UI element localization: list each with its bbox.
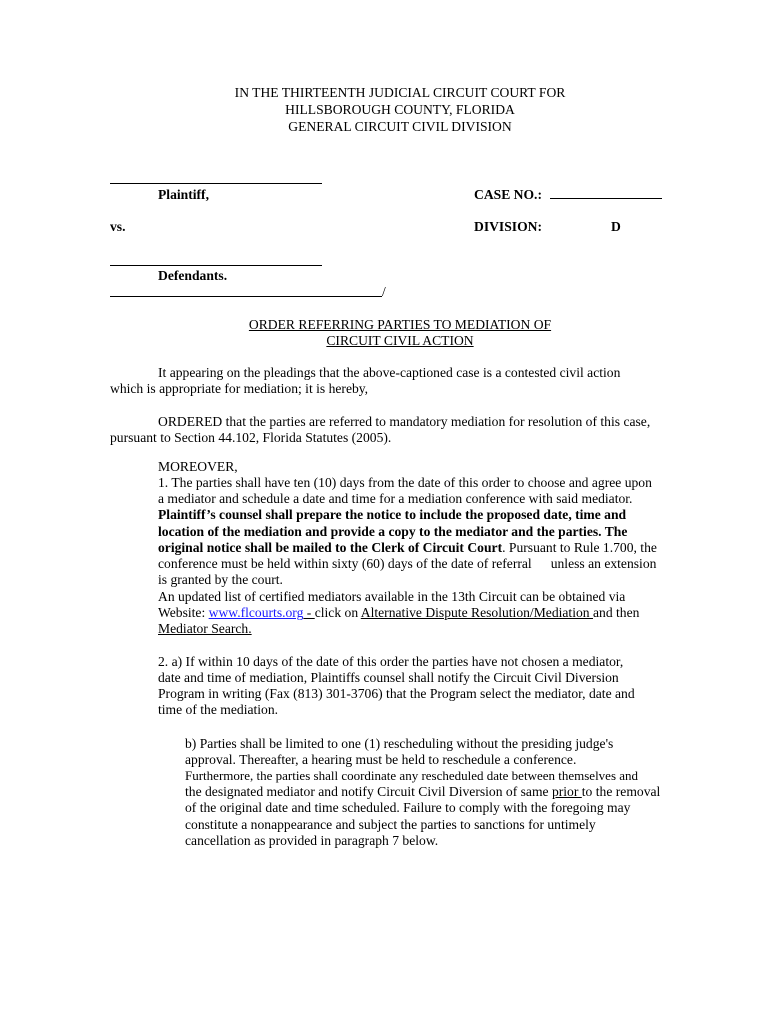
p1-line-8: An updated list of certified mediators available in the 13th Circuit can be obtained via (158, 589, 626, 604)
court-header-line-3: GENERAL CIRCUIT CIVIL DIVISION (288, 119, 512, 134)
p2b-line-4 (185, 784, 660, 800)
adr-mediation-link[interactable]: Alternative Dispute Resolution/Mediation (360, 605, 593, 620)
p2b-line-5: of the original date and time scheduled. Failure to comply with the foregoing may (185, 800, 631, 815)
defendant-name-line (110, 265, 322, 266)
plaintiff-name-line (110, 183, 322, 184)
intro-line-1: It appearing on the pleadings that the above-captioned case is a contested civil action (158, 365, 621, 380)
p1-rule-ref: . Pursuant to Rule 1.700, the (502, 540, 657, 555)
p2b-line-3: Furthermore, the parties shall coordinate any rescheduled date between themselves and (185, 768, 639, 783)
plaintiff-label: Plaintiff, (158, 187, 209, 202)
division-value: D (611, 219, 621, 234)
defendants-label: Defendants. (158, 268, 228, 283)
p1-bold-line-3: original notice shall be mailed to the Clerk of Circuit Court (158, 540, 503, 555)
p1-line-6 (158, 556, 656, 572)
case-no-line (550, 198, 662, 199)
p1-line-5 (158, 540, 657, 556)
caption-closing-line (110, 296, 382, 297)
p1-bold-line-1: Plaintiff’s counsel shall prepare the notice to include the proposed date, time and (158, 507, 627, 522)
p1-line-6b: unless an extension (550, 556, 657, 571)
ordered-line-2: pursuant to Section 44.102, Florida Statutes (2005). (110, 430, 392, 445)
and-then-text: and then (592, 605, 640, 620)
order-title-line-1: ORDER REFERRING PARTIES TO MEDIATION OF (248, 317, 552, 332)
intro-line-2: which is appropriate for mediation; it is hereby, (110, 381, 369, 396)
website-dash: - (303, 605, 315, 620)
flcourts-link[interactable]: www.flcourts.org (208, 605, 304, 620)
p1-line-6a: conference must be held within sixty (60) days of the date of referral (158, 556, 532, 571)
p1-bold-line-2: location of the mediation and provide a copy to the mediator and the parties. The (158, 524, 628, 539)
p1-line-7: is granted by the court. (158, 572, 283, 587)
p2a-line-4: time of the mediation. (158, 702, 279, 717)
prior-underlined: prior (551, 784, 582, 799)
click-on-text: click on (314, 605, 361, 620)
order-title-line-2: CIRCUIT CIVIL ACTION (326, 333, 474, 348)
p2b-line-4-post: to the removal (581, 784, 661, 799)
ordered-line-1: ORDERED that the parties are referred to mandatory mediation for resolution of this case, (158, 414, 651, 429)
p2a-line-2: date and time of mediation, Plaintiffs counsel shall notify the Circuit Civil Diversion (158, 670, 619, 685)
p2b-line-4-pre: the designated mediator and notify Circuit Civil Diversion of same (185, 784, 552, 799)
website-label: Website: (158, 605, 209, 620)
caption-slash: / (382, 284, 386, 299)
p2b-line-7: cancellation as provided in paragraph 7 below. (185, 833, 439, 848)
p2a-line-3: Program in writing (Fax (813) 301-3706) that the Program select the mediator, date and (158, 686, 635, 701)
vs-label: vs. (110, 219, 126, 234)
p1-line-1: 1. The parties shall have ten (10) days from the date of this order to choose and agree upon (158, 475, 652, 490)
mediator-search-link[interactable]: Mediator Search. (158, 621, 252, 636)
court-header-line-1: IN THE THIRTEENTH JUDICIAL CIRCUIT COURT FOR (234, 85, 566, 100)
court-header-line-2: HILLSBOROUGH COUNTY, FLORIDA (285, 102, 515, 117)
p1-line-2: a mediator and schedule a date and time for a mediation conference with said mediator. (158, 491, 633, 506)
p2b-line-6: constitute a nonappearance and subject the parties to sanctions for untimely (185, 817, 596, 832)
division-label: DIVISION: (474, 219, 542, 234)
p2a-line-1: 2. a) If within 10 days of the date of this order the parties have not chosen a mediator, (158, 654, 624, 669)
p2b-line-2: approval. Thereafter, a hearing must be held to reschedule a conference. (185, 752, 577, 767)
moreover-heading: MOREOVER, (158, 459, 238, 474)
p1-website-line (158, 605, 639, 621)
p2b-line-1: b) Parties shall be limited to one (1) rescheduling without the presiding judge's (185, 736, 614, 751)
case-no-label: CASE NO.: (474, 187, 542, 202)
